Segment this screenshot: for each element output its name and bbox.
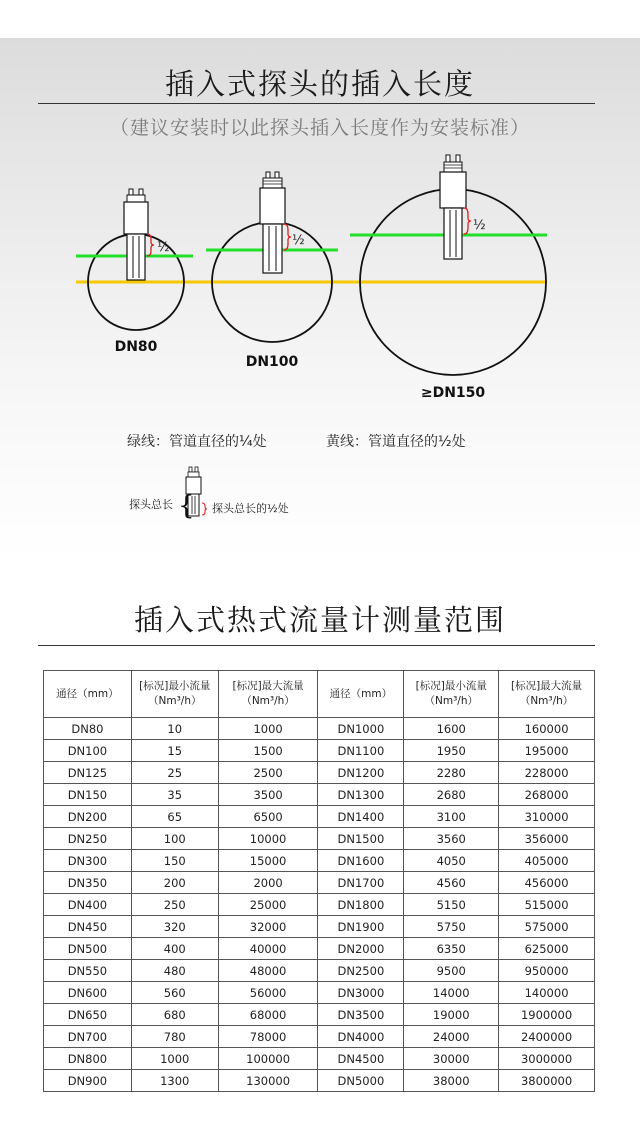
table-cell: 1900000 (499, 1004, 595, 1026)
table-row (44, 938, 595, 960)
table-cell: 3100 (404, 806, 499, 828)
table-cell: 950000 (499, 960, 595, 982)
insertion-length-subtitle: （建议安装时以此探头插入长度作为安装标准） (109, 117, 530, 139)
table-row (44, 850, 595, 872)
table-cell: 100 (131, 828, 218, 850)
table-cell: 456000 (499, 872, 595, 894)
table-cell: 35 (131, 784, 218, 806)
table-cell: 2280 (404, 762, 499, 784)
table-cell: DN300 (44, 850, 132, 872)
table-cell: DN4500 (318, 1048, 404, 1070)
pipe-dn100 (206, 172, 338, 370)
table-cell: 10000 (218, 828, 318, 850)
insertion-length-title: 插入式探头的插入长度 (164, 67, 475, 101)
table-cell: 25 (131, 762, 218, 784)
table-cell: 30000 (404, 1048, 499, 1070)
pipe-label-dn100: DN100 (245, 354, 299, 370)
table-cell: DN100 (44, 740, 132, 762)
table-cell: 10 (131, 718, 218, 740)
table-cell: DN1100 (318, 740, 404, 762)
table-cell: 9500 (404, 960, 499, 982)
table-cell: 560 (131, 982, 218, 1004)
table-row (44, 982, 595, 1004)
table-cell: DN350 (44, 872, 132, 894)
header-cell: 通径（mm） (44, 671, 132, 718)
table-cell: DN900 (44, 1070, 132, 1092)
table-cell: 515000 (499, 894, 595, 916)
half-label: ½ (292, 233, 305, 248)
table-cell: 15000 (218, 850, 318, 872)
table-cell: 5750 (404, 916, 499, 938)
table-cell: DN650 (44, 1004, 132, 1026)
table-cell: DN500 (44, 938, 132, 960)
table-cell: DN4000 (318, 1026, 404, 1048)
table-row (44, 1048, 595, 1070)
table-cell: 195000 (499, 740, 595, 762)
legend-yellow-line: 黄线：管道直径的½处 (326, 434, 466, 450)
table-cell: 78000 (218, 1026, 318, 1048)
table-cell: 3560 (404, 828, 499, 850)
table-cell: 25000 (218, 894, 318, 916)
table-row (44, 872, 595, 894)
table-cell: 268000 (499, 784, 595, 806)
table-cell: DN1500 (318, 828, 404, 850)
table-row (44, 916, 595, 938)
table-cell: 32000 (218, 916, 318, 938)
table-cell: DN2000 (318, 938, 404, 960)
table-cell: 3500 (218, 784, 318, 806)
total-length-brace: { (178, 491, 195, 520)
table-header-row (44, 671, 595, 718)
table-row (44, 806, 595, 828)
table-cell: 310000 (499, 806, 595, 828)
table-cell: 200 (131, 872, 218, 894)
table-cell: 100000 (218, 1048, 318, 1070)
table-row (44, 828, 595, 850)
table-cell: 228000 (499, 762, 595, 784)
header-cell: [标况]最小流量（Nm³/h） (131, 671, 218, 718)
table-row (44, 740, 595, 762)
table-row (44, 894, 595, 916)
probe-total-length-label: 探头总长 (129, 498, 173, 511)
half-bracket (284, 224, 291, 250)
table-cell: 2000 (218, 872, 318, 894)
table-cell: 2680 (404, 784, 499, 806)
table-cell: 1500 (218, 740, 318, 762)
table-cell: 38000 (404, 1070, 499, 1092)
pipe-dn150 (350, 155, 547, 401)
table-cell: 2500 (218, 762, 318, 784)
table-cell: 480 (131, 960, 218, 982)
pipe-label-dn80: DN80 (114, 339, 158, 355)
probe-icon (440, 155, 466, 259)
table-cell: 6350 (404, 938, 499, 960)
table-cell: 680 (131, 1004, 218, 1026)
table-cell: 14000 (404, 982, 499, 1004)
table-cell: 140000 (499, 982, 595, 1004)
table-cell: 1600 (404, 718, 499, 740)
probe-icon (260, 172, 285, 273)
table-cell: 4560 (404, 872, 499, 894)
table-cell: 405000 (499, 850, 595, 872)
pipe-dn80 (76, 189, 193, 355)
probe-icon (124, 189, 148, 280)
table-row (44, 1004, 595, 1026)
table-body (44, 718, 595, 1092)
table-row (44, 1026, 595, 1048)
legend-green-line: 绿线：管道直径的¼处 (127, 434, 267, 450)
table-cell: DN1400 (318, 806, 404, 828)
table-cell: 160000 (499, 718, 595, 740)
table-cell: 356000 (499, 828, 595, 850)
top-band (0, 0, 640, 38)
table-cell: 3000000 (499, 1048, 595, 1070)
table-cell: 5150 (404, 894, 499, 916)
table-cell: DN1700 (318, 872, 404, 894)
table-cell: 150 (131, 850, 218, 872)
table-cell: DN3000 (318, 982, 404, 1004)
table-cell: 48000 (218, 960, 318, 982)
insertion-diagram (0, 140, 640, 520)
header-cell: [标况]最大流量（Nm³/h） (499, 671, 595, 718)
table-cell: 40000 (218, 938, 318, 960)
table-cell: 1000 (218, 718, 318, 740)
table-cell: DN1600 (318, 850, 404, 872)
table-cell: DN1800 (318, 894, 404, 916)
table-cell: DN5000 (318, 1070, 404, 1092)
table-cell: 400 (131, 938, 218, 960)
title-underline (38, 645, 595, 646)
table-cell: 1000 (131, 1048, 218, 1070)
table-cell: 3800000 (499, 1070, 595, 1092)
table-cell: 780 (131, 1026, 218, 1048)
table-cell: 68000 (218, 1004, 318, 1026)
table-cell: DN1000 (318, 718, 404, 740)
half-label: ½ (157, 240, 170, 255)
table-cell: DN2500 (318, 960, 404, 982)
table-cell: DN1300 (318, 784, 404, 806)
table-cell: DN1900 (318, 916, 404, 938)
table-cell: DN150 (44, 784, 132, 806)
table-cell: 2400000 (499, 1026, 595, 1048)
table-row (44, 718, 595, 740)
table-cell: DN125 (44, 762, 132, 784)
table-cell: 65 (131, 806, 218, 828)
pipe-label-dn150: ≥DN150 (420, 385, 486, 401)
table-cell: DN700 (44, 1026, 132, 1048)
header-cell: [标况]最大流量（Nm³/h） (218, 671, 318, 718)
table-cell: 24000 (404, 1026, 499, 1048)
table-cell: 1950 (404, 740, 499, 762)
table-cell: DN250 (44, 828, 132, 850)
table-cell: DN550 (44, 960, 132, 982)
table-cell: DN600 (44, 982, 132, 1004)
table-cell: 56000 (218, 982, 318, 1004)
probe-legend-icon (178, 467, 207, 520)
table-row (44, 1070, 595, 1092)
half-label: ½ (473, 218, 486, 233)
half-bracket-small (202, 503, 207, 515)
table-cell: DN400 (44, 894, 132, 916)
title-underline (38, 103, 595, 104)
table-cell: 19000 (404, 1004, 499, 1026)
flow-range-table (43, 670, 595, 1092)
table-cell: 320 (131, 916, 218, 938)
flow-range-title: 插入式热式流量计测量范围 (133, 603, 506, 637)
table-cell: 15 (131, 740, 218, 762)
table-cell: DN80 (44, 718, 132, 740)
header-cell: 通径（mm） (318, 671, 404, 718)
table-cell: 575000 (499, 916, 595, 938)
table-cell: 625000 (499, 938, 595, 960)
header-cell: [标况]最小流量（Nm³/h） (404, 671, 499, 718)
table-row (44, 762, 595, 784)
table-row (44, 960, 595, 982)
table-cell: 1300 (131, 1070, 218, 1092)
table-cell: DN1200 (318, 762, 404, 784)
table-cell: 130000 (218, 1070, 318, 1092)
table-row (44, 784, 595, 806)
table-cell: 6500 (218, 806, 318, 828)
probe-half-length-label: 探头总长的½处 (212, 502, 289, 515)
table-cell: DN450 (44, 916, 132, 938)
table-cell: 250 (131, 894, 218, 916)
table-cell: 4050 (404, 850, 499, 872)
half-bracket (464, 208, 471, 234)
table-cell: DN3500 (318, 1004, 404, 1026)
table-cell: DN800 (44, 1048, 132, 1070)
table-cell: DN200 (44, 806, 132, 828)
